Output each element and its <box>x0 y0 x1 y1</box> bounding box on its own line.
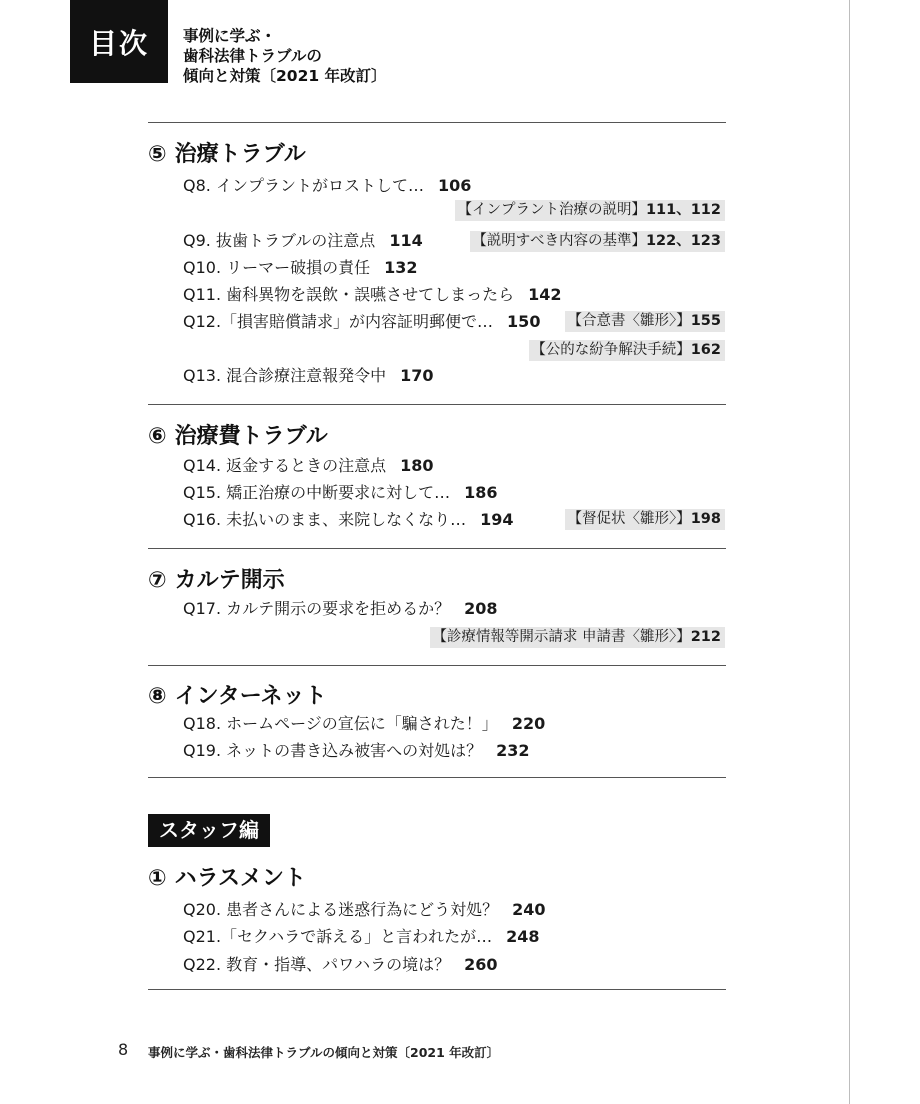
section-divider <box>148 548 726 549</box>
section-heading <box>148 563 285 594</box>
entry-page: 232 <box>496 741 530 760</box>
section-title: ハラスメント <box>174 866 306 891</box>
tag-title: 【合意書〈雛形〉】 <box>567 313 691 329</box>
section-number: ⑧ <box>148 684 167 709</box>
page-number: 8 <box>118 1040 129 1059</box>
entry-title: Q10. リーマー破損の責任 <box>183 258 371 277</box>
entry-page: 220 <box>511 714 546 733</box>
section-divider <box>148 665 726 666</box>
tag-title: 【診療情報等開示請求 申請書〈雛形〉】 <box>432 629 691 645</box>
entry-title: Q22. 教育・指導、パワハラの境は？ <box>183 955 451 974</box>
toc-entry[interactable] <box>183 953 498 977</box>
book-title-line: 歯科法律トラブルの <box>183 47 322 65</box>
entry-page: 180 <box>400 456 434 475</box>
toc-entry[interactable] <box>183 310 540 334</box>
entry-title: Q8. インプラントがロストして… <box>183 176 424 195</box>
entry-title: Q15. 矯正治療の中断要求に対して… <box>183 483 451 502</box>
toc-entry[interactable] <box>183 454 434 478</box>
toc-entry[interactable] <box>183 597 498 621</box>
toc-entry[interactable] <box>183 712 545 736</box>
book-title-line: 事例に学ぶ・ <box>183 27 277 45</box>
entry-title: Q13. 混合診療注意報発令中 <box>183 366 387 385</box>
toc-tab <box>70 0 168 83</box>
tag-title: 【公的な紛争解決手続】 <box>531 342 691 358</box>
section-heading <box>148 679 327 710</box>
entry-page: 132 <box>384 258 418 277</box>
entry-page: 106 <box>437 176 472 195</box>
entry-title: Q18. ホームページの宣伝に「騙された！」 <box>183 714 498 733</box>
toc-tab-label: 目次 <box>88 26 149 60</box>
tag-page: 212 <box>690 629 721 645</box>
appendix-tag[interactable] <box>565 311 725 332</box>
book-title <box>183 26 503 86</box>
tag-page: 198 <box>690 511 721 527</box>
section-title: カルテ開示 <box>174 568 285 593</box>
tag-title: 【インプラント治療の説明】 <box>457 202 646 218</box>
entry-page: 170 <box>400 366 434 385</box>
section-heading <box>148 861 306 892</box>
entry-page: 208 <box>464 599 498 618</box>
section-number: ⑦ <box>148 568 167 593</box>
tag-page: 122、123 <box>645 233 721 249</box>
entry-page: 240 <box>512 900 546 919</box>
staff-part-label: スタッフ編 <box>148 814 270 847</box>
entry-title: Q12.「損害賠償請求」が内容証明郵便で… <box>183 312 494 331</box>
appendix-tag[interactable] <box>430 627 725 648</box>
tag-title: 【説明すべき内容の基準】 <box>472 233 646 249</box>
toc-entry[interactable] <box>183 256 418 280</box>
section-divider <box>148 989 726 990</box>
tag-page: 111、112 <box>645 202 721 218</box>
entry-page: 248 <box>506 927 540 946</box>
toc-entry[interactable] <box>183 481 498 505</box>
entry-page: 186 <box>464 483 498 502</box>
toc-entry[interactable] <box>183 174 471 198</box>
toc-entry[interactable] <box>183 364 434 388</box>
section-heading <box>148 137 306 168</box>
toc-entry[interactable] <box>183 229 423 253</box>
section-divider <box>148 777 726 778</box>
section-number: ⑥ <box>148 424 167 449</box>
entry-title: Q16. 未払いのまま、来院しなくなり… <box>183 510 467 529</box>
section-title: インターネット <box>174 684 327 709</box>
entry-title: Q14. 返金するときの注意点 <box>183 456 387 475</box>
toc-entry[interactable] <box>183 508 514 532</box>
toc-entry[interactable] <box>183 898 546 922</box>
entry-page: 150 <box>507 312 541 331</box>
section-number: ⑤ <box>148 142 167 167</box>
running-footer-title: 事例に学ぶ・歯科法律トラブルの傾向と対策〔2021 年改訂〕 <box>148 1045 500 1060</box>
section-title: 治療費トラブル <box>174 424 328 449</box>
tag-page: 155 <box>690 313 721 329</box>
section-title: 治療トラブル <box>174 142 306 167</box>
entry-title: Q17. カルテ開示の要求を拒めるか？ <box>183 599 451 618</box>
section-divider <box>148 404 726 405</box>
appendix-tag[interactable] <box>470 231 725 252</box>
appendix-tag[interactable] <box>565 509 725 530</box>
entry-page: 114 <box>389 231 423 250</box>
toc-entry[interactable] <box>183 283 562 307</box>
entry-title: Q9. 抜歯トラブルの注意点 <box>183 231 376 250</box>
appendix-tag[interactable] <box>455 200 725 221</box>
section-heading <box>148 419 328 450</box>
entry-title: Q21.「セクハラで訴える」と言われたが… <box>183 927 493 946</box>
appendix-tag[interactable] <box>529 340 725 361</box>
section-divider <box>148 122 726 123</box>
entry-page: 260 <box>464 955 498 974</box>
toc-entry[interactable] <box>183 739 530 763</box>
entry-title: Q11. 歯科異物を誤飲・誤嚥させてしまったら <box>183 285 515 304</box>
entry-page: 194 <box>480 510 514 529</box>
entry-page: 142 <box>528 285 562 304</box>
entry-title: Q20. 患者さんによる迷惑行為にどう対処？ <box>183 900 499 919</box>
entry-title: Q19. ネットの書き込み被害への対処は？ <box>183 741 483 760</box>
section-number: ① <box>148 866 167 891</box>
tag-title: 【督促状〈雛形〉】 <box>567 511 691 527</box>
tag-page: 162 <box>690 342 721 358</box>
book-title-line: 傾向と対策〔2021 年改訂〕 <box>183 67 387 85</box>
toc-entry[interactable] <box>183 925 540 949</box>
